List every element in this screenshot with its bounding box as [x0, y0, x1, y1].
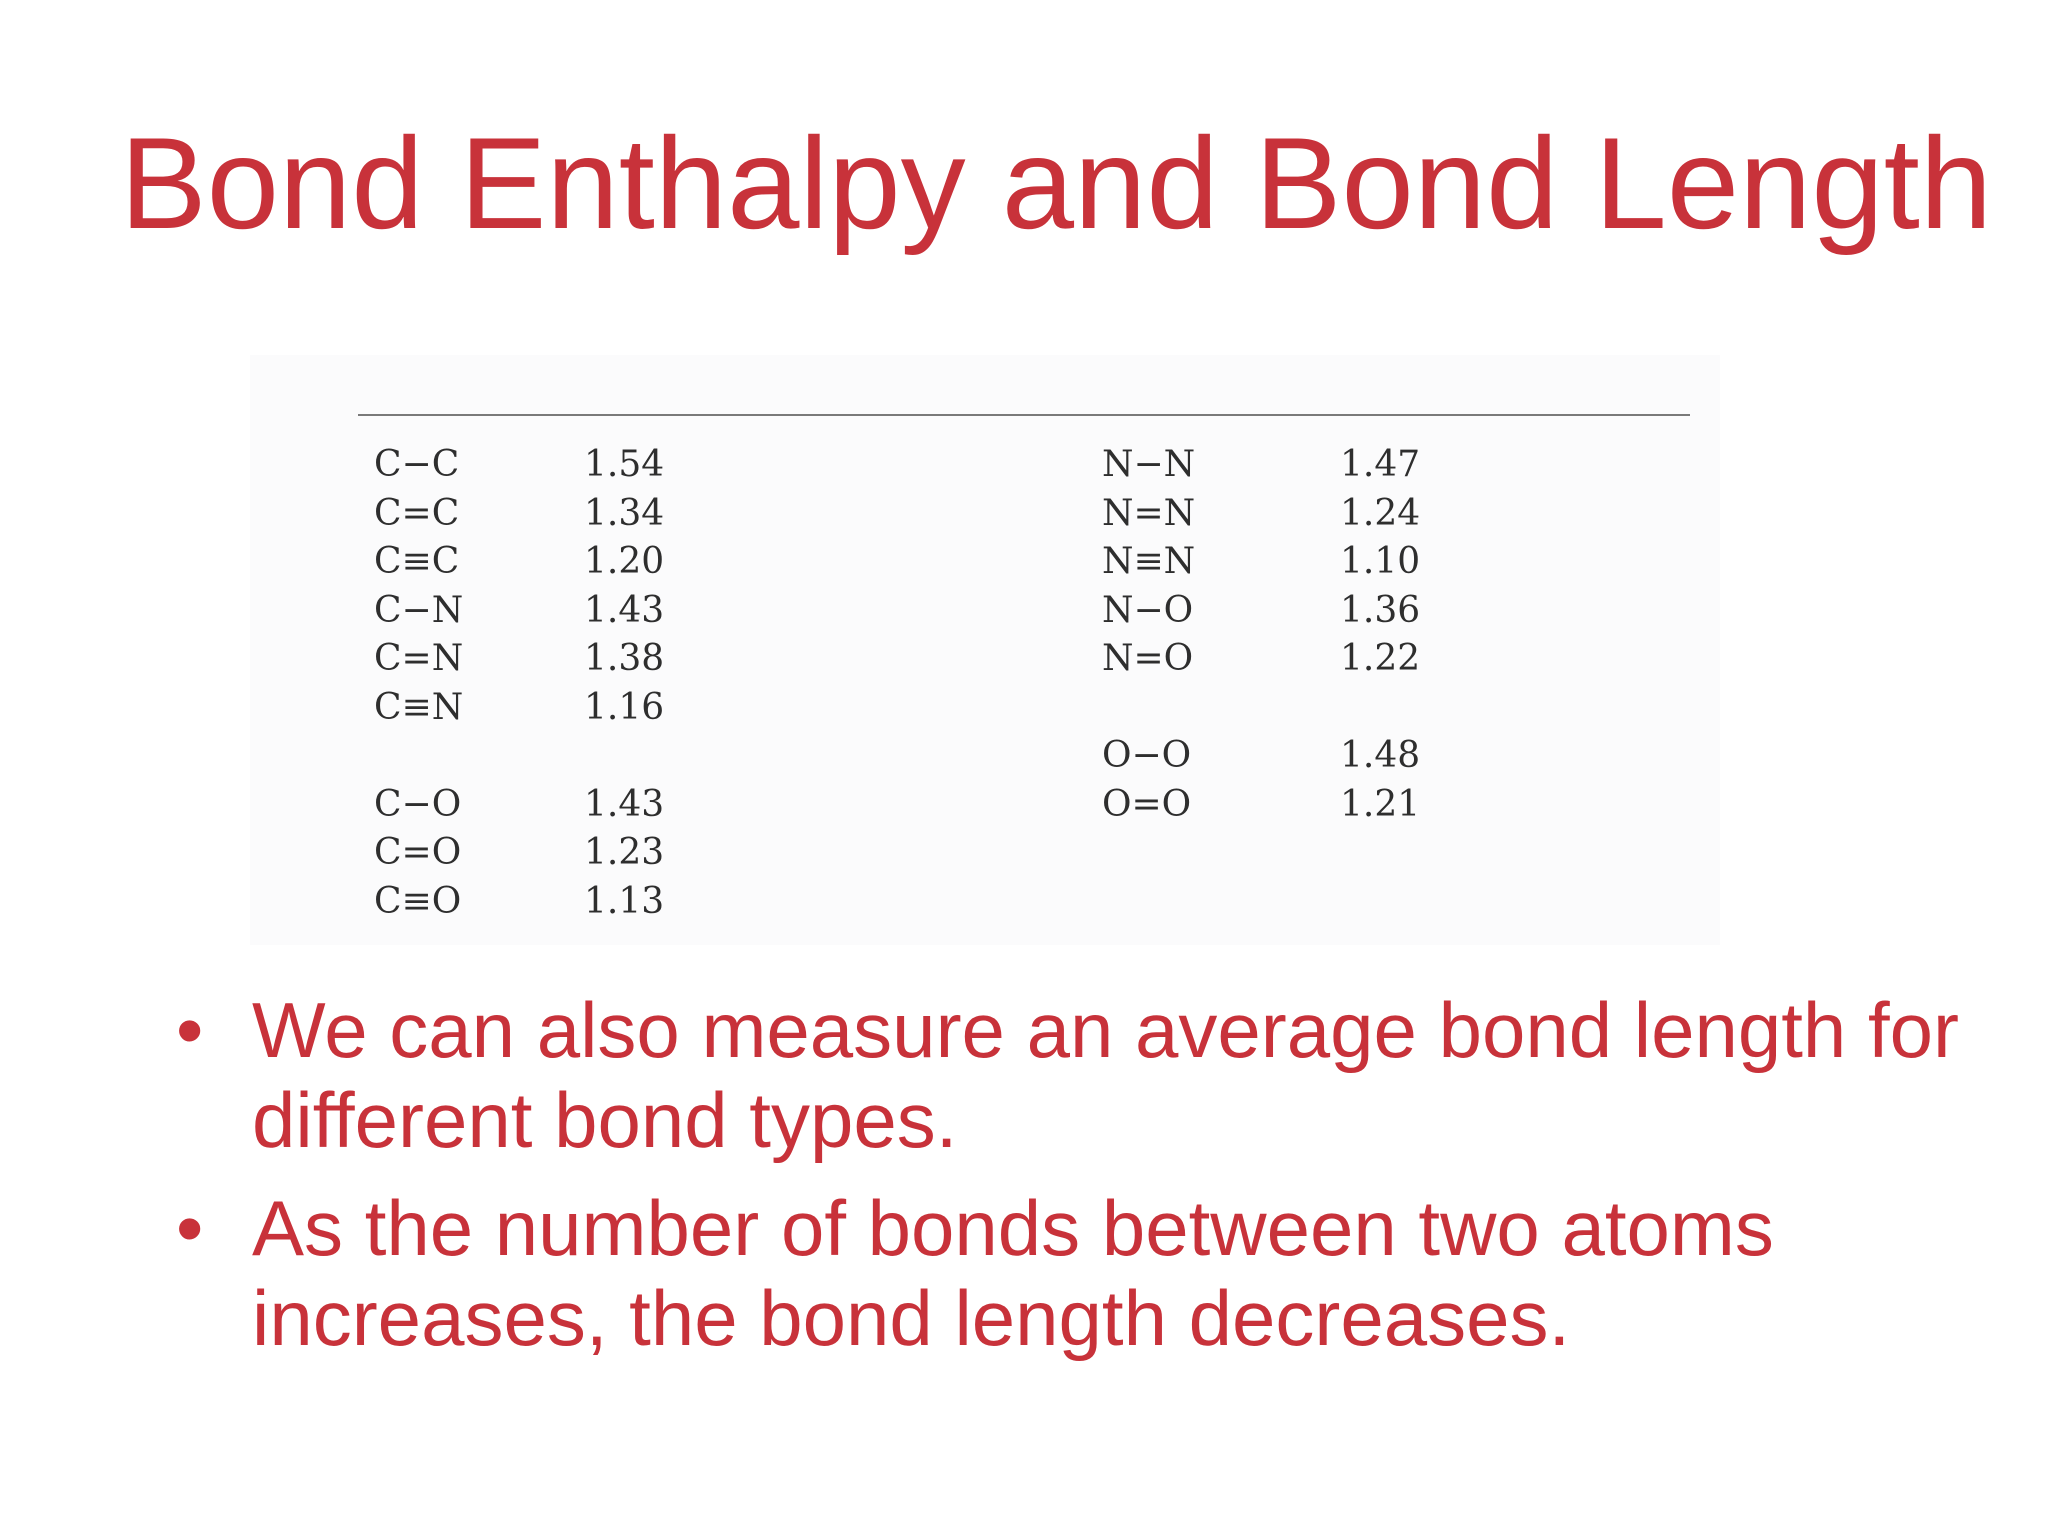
length-cell: 1.23 [584, 832, 665, 873]
slide-title: Bond Enthalpy and Bond Length [120, 110, 1993, 256]
length-cell: 1.22 [1340, 638, 1421, 679]
right-bond-column [1102, 441, 1195, 829]
length-cell [1340, 684, 1420, 733]
bond-cell: C=N [374, 638, 464, 679]
table-header-rule [358, 414, 1690, 416]
left-bond-column [374, 441, 463, 926]
bond-cell: O=O [1102, 783, 1192, 825]
length-cell: 1.54 [584, 444, 665, 485]
length-cell: 1.24 [1340, 492, 1421, 534]
bond-cell: C≡N [374, 686, 464, 728]
bond-cell: C−N [374, 589, 464, 631]
bullet-icon: • [176, 1184, 204, 1272]
bond-cell: N≡N [1102, 541, 1196, 582]
bond-cell: O−O [1102, 735, 1192, 776]
length-cell: 1.21 [1340, 783, 1421, 825]
bond-cell: N=N [1102, 492, 1196, 534]
bond-length-table [250, 355, 1720, 945]
bond-cell: N−N [1102, 444, 1196, 485]
length-cell: 1.10 [1340, 541, 1421, 582]
bond-cell: C−C [374, 444, 460, 485]
bond-cell: N=O [1102, 638, 1194, 679]
length-cell: 1.16 [584, 686, 665, 728]
bond-cell: C=O [374, 832, 462, 873]
length-cell: 1.38 [584, 638, 665, 679]
bullet-item [176, 985, 1996, 1165]
length-cell: 1.47 [1340, 444, 1421, 485]
bond-cell: C≡O [374, 880, 462, 922]
length-cell: 1.43 [584, 589, 665, 631]
bullet-text: We can also measure an average bond length for different bond types. [252, 986, 1959, 1164]
right-length-column [1340, 441, 1420, 829]
bond-cell [374, 732, 463, 781]
length-cell: 1.20 [584, 541, 665, 582]
bond-cell: C≡C [374, 541, 460, 582]
left-length-column [584, 441, 664, 926]
bullet-icon: • [176, 986, 204, 1074]
length-cell: 1.36 [1340, 589, 1421, 631]
length-cell: 1.34 [584, 492, 665, 534]
bond-cell: C=C [374, 492, 460, 534]
bullet-item [176, 1183, 1996, 1363]
length-cell [584, 732, 664, 781]
length-cell: 1.48 [1340, 735, 1421, 776]
bond-cell: N−O [1102, 589, 1194, 631]
length-cell: 1.43 [584, 783, 665, 825]
bond-cell: C−O [374, 783, 462, 825]
bond-cell [1102, 684, 1195, 733]
length-cell: 1.13 [584, 880, 665, 922]
bullet-list [176, 985, 1996, 1381]
bullet-text: As the number of bonds between two atoms increases, the bond length decreases. [252, 1184, 1774, 1362]
